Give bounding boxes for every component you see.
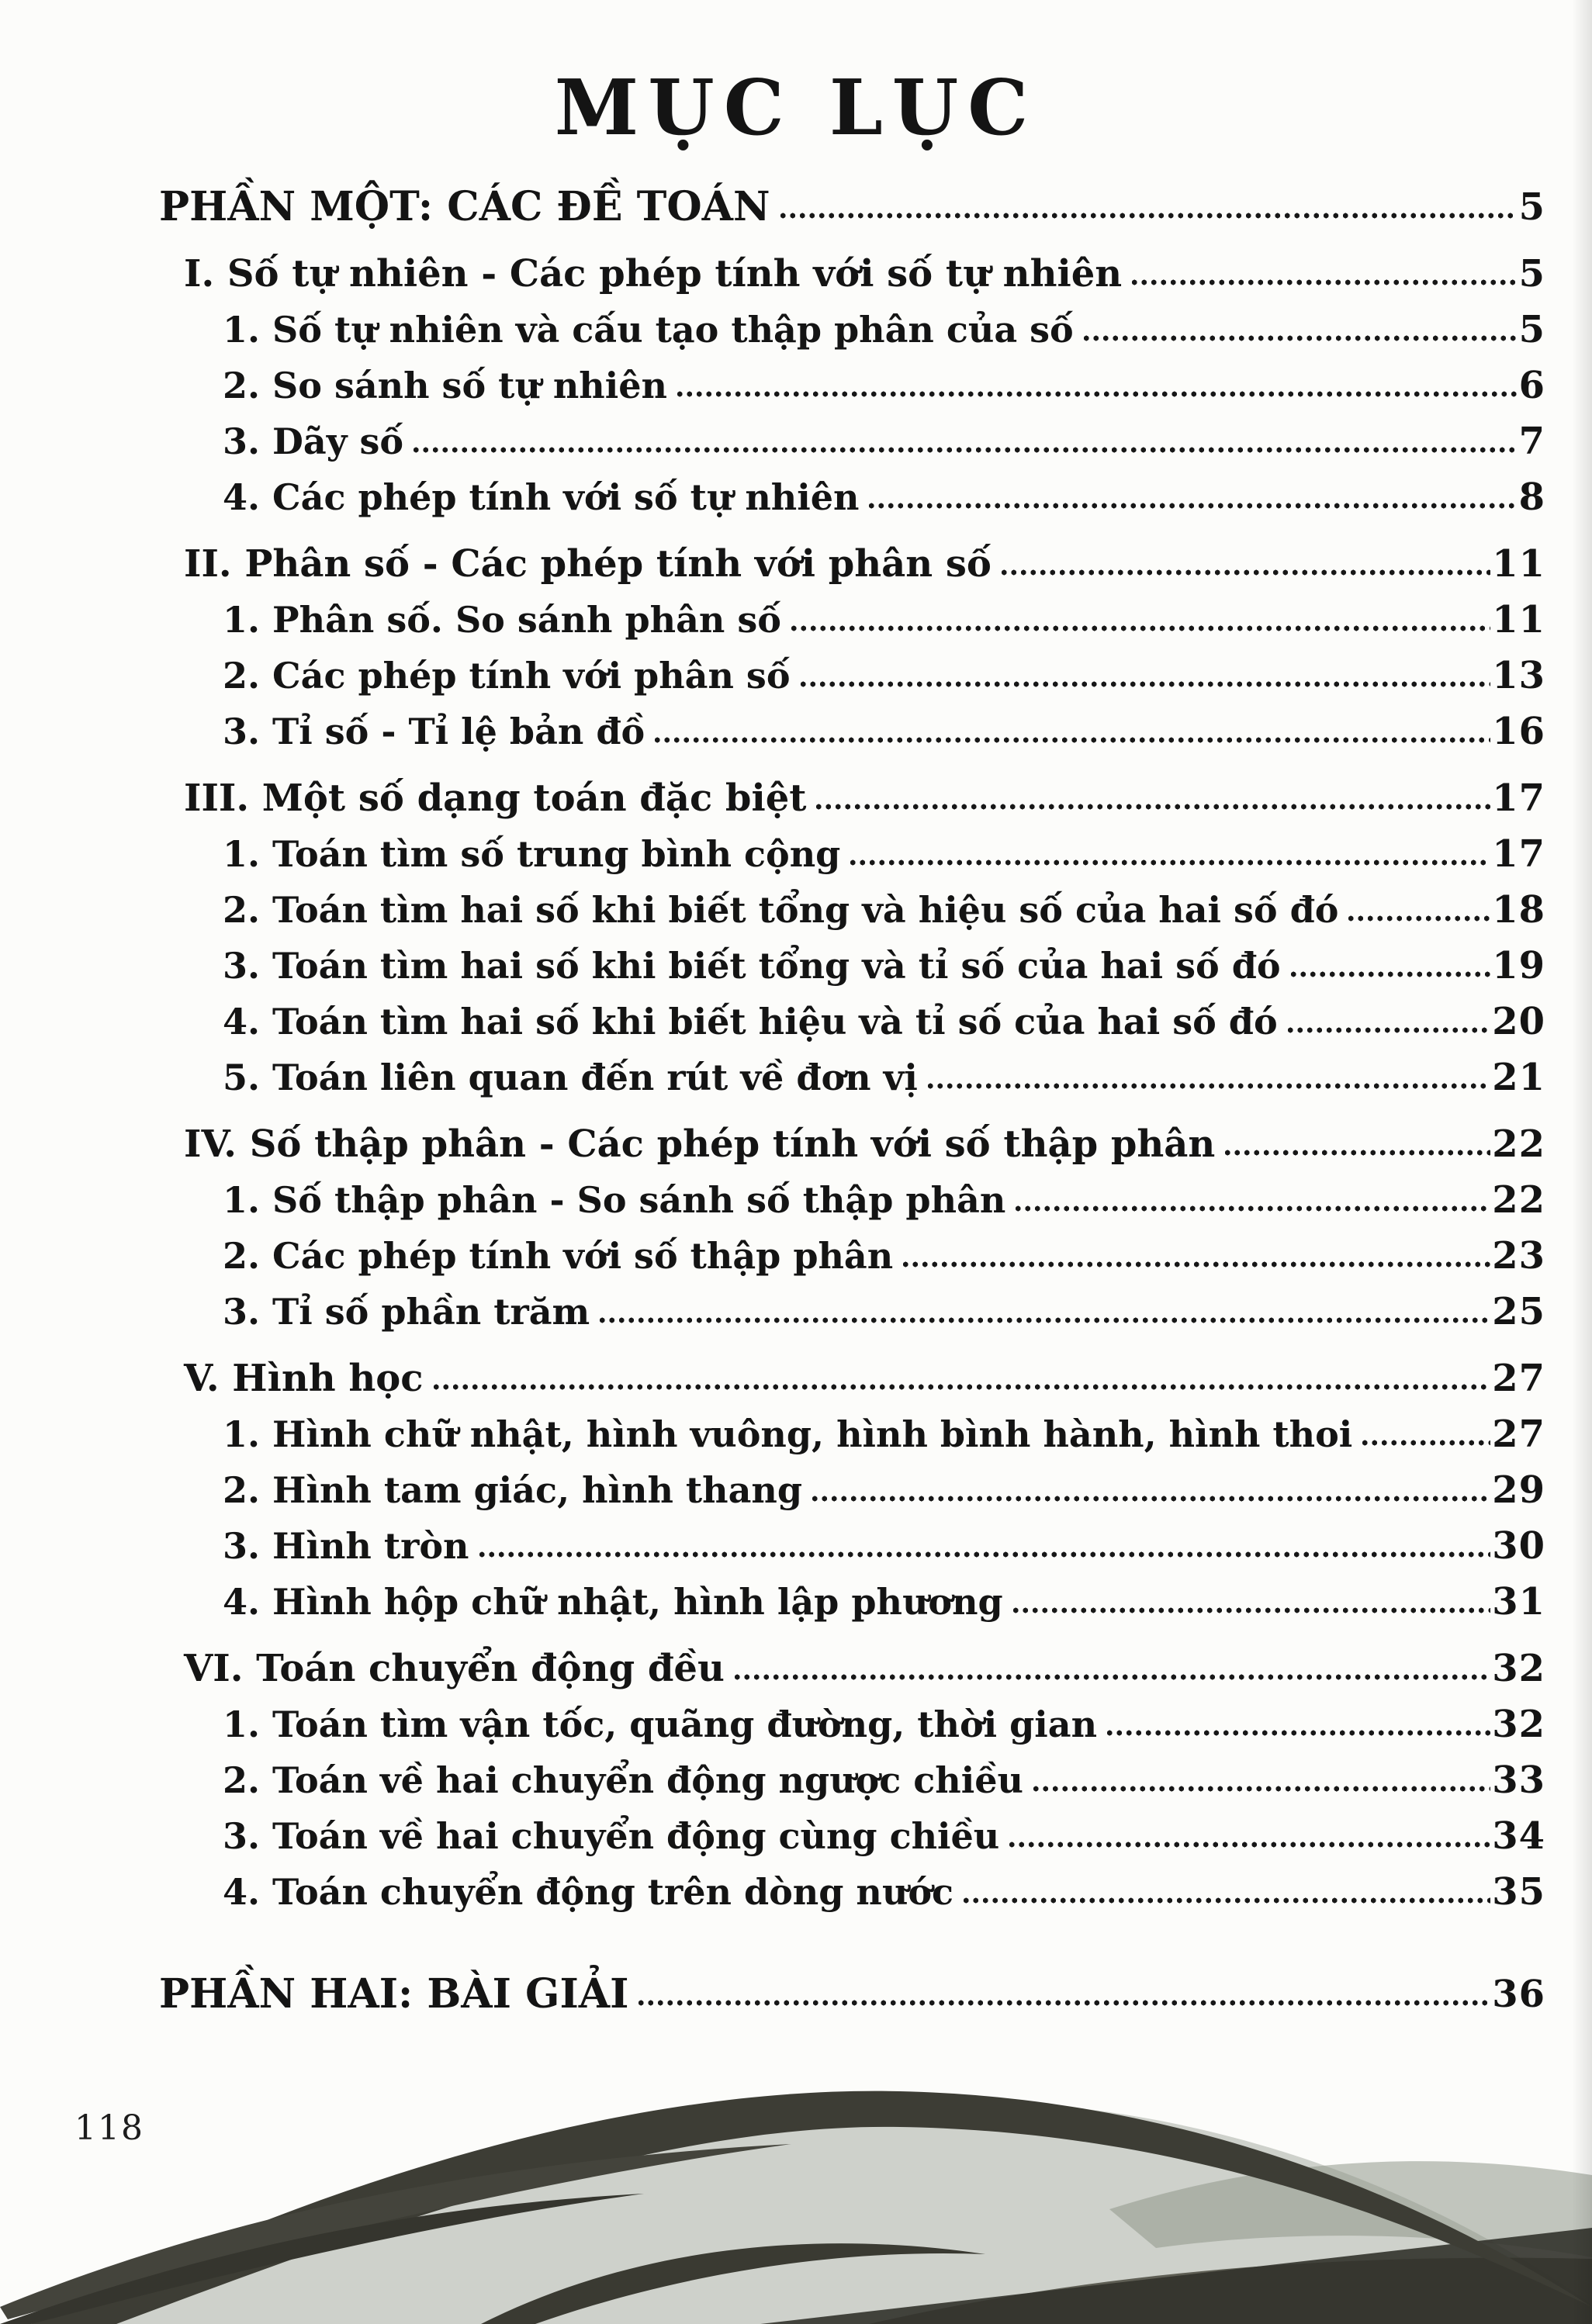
toc-entry-label: PHẦN HAI: BÀI GIẢI [159,1970,629,2018]
toc-entry-label: 2. Hình tam giác, hình thang [223,1468,803,1511]
leader-dots [431,1382,1491,1392]
toc-entry-label: 3. Dãy số [223,420,404,462]
toc-entry-page-number: 32 [1492,1702,1545,1746]
leader-dots [1082,334,1518,343]
leader-dots [1360,1438,1490,1447]
leader-dots [1289,970,1491,979]
toc-entry-label: 3. Toán về hai chuyển động cùng chiều [223,1814,1000,1857]
leader-dots [732,1672,1490,1682]
toc-entry-label: VI. Toán chuyển động đều [184,1646,725,1690]
toc-entry-page-number: 23 [1492,1233,1545,1278]
toc-entry-label: 2. Toán về hai chuyển động ngược chiều [223,1759,1023,1801]
toc-entry-label: 1. Toán tìm vận tốc, quãng đường, thời gian [223,1703,1098,1745]
toc-entry [223,476,1545,518]
toc-entry [223,945,1545,987]
toc-entry [223,655,1545,697]
toc-entry [223,1413,1545,1455]
toc-entry [223,833,1545,875]
footer-swoosh-graphic [0,1998,1592,2324]
toc-entry [223,889,1545,931]
toc-entry-page-number: 5 [1518,307,1545,351]
toc-entry-label: PHẦN MỘT: CÁC ĐỀ TOÁN [159,182,770,230]
toc-entry-label: 1. Hình chữ nhật, hình vuông, hình bình hành, hình thoi [223,1413,1353,1455]
leader-dots [1286,1025,1491,1035]
toc-entry-label: 3. Tỉ số phần trăm [223,1290,590,1333]
toc-entry-page-number: 27 [1492,1412,1545,1456]
toc-entry [184,1123,1545,1165]
toc-entry [184,777,1545,819]
toc-entry-label: 3. Toán tìm hai số khi biết tổng và tỉ số của hai số đó [223,944,1281,987]
toc-entry-page-number: 17 [1492,776,1545,820]
toc-entry-label: 2. Các phép tính với số thập phân [223,1234,894,1277]
toc-entry-page-number: 11 [1492,597,1545,642]
toc-entry-label: 2. So sánh số tự nhiên [223,364,667,406]
toc-entry [223,1469,1545,1511]
toc-entry [223,1815,1545,1857]
toc-entry [223,1525,1545,1567]
toc-entry-page-number: 7 [1518,419,1545,463]
toc-entry-label: III. Một số dạng toán đặc biệt [184,776,807,820]
leader-dots [1013,1204,1490,1213]
toc-entry [223,420,1545,462]
leader-dots [597,1316,1490,1325]
toc-entry [223,365,1545,406]
toc-entry [223,1057,1545,1098]
toc-entry-page-number: 22 [1492,1178,1545,1222]
toc-entry-label: 3. Tỉ số - Tỉ lệ bản đồ [223,710,645,752]
toc-entry [223,1871,1545,1913]
toc-entry [184,1648,1545,1689]
toc-entry-label: 4. Các phép tính với số tự nhiên [223,476,860,518]
toc-entry-page-number: 20 [1492,999,1545,1043]
toc-entry-label: 4. Hình hộp chữ nhật, hình lập phương [223,1580,1003,1623]
toc-entry-page-number: 34 [1492,1814,1545,1858]
toc-entry-page-number: 5 [1518,185,1545,229]
toc-entry [223,1179,1545,1221]
toc-entry [223,309,1545,351]
toc-entry-page-number: 33 [1492,1758,1545,1802]
folio-page-number: 118 [74,2108,144,2148]
leader-dots [652,735,1490,745]
toc-entry-page-number: 31 [1492,1579,1545,1624]
leader-dots [1007,1840,1490,1849]
toc-entry [184,253,1545,295]
toc-entry-label: 1. Số tự nhiên và cấu tạo thập phân của số [223,308,1074,351]
toc-entry-page-number: 11 [1492,541,1545,586]
toc-entry-label: 5. Toán liên quan đến rút về đơn vị [223,1056,918,1098]
toc-entry-label: 2. Các phép tính với phân số [223,654,791,697]
leader-dots [848,858,1490,867]
toc-entry-page-number: 21 [1492,1055,1545,1099]
leader-dots [901,1260,1490,1269]
toc-entry-label: 4. Toán chuyển động trên dòng nước [223,1870,954,1913]
leader-dots [778,211,1518,220]
toc-entry [223,1759,1545,1801]
leader-dots [1031,1784,1490,1793]
toc-entry-page-number: 30 [1492,1523,1545,1568]
leader-dots [675,389,1518,399]
leader-dots [477,1550,1491,1559]
leader-dots [789,624,1490,633]
leader-dots [810,1494,1490,1503]
leader-dots [999,568,1490,577]
toc-entry-page-number: 8 [1518,475,1545,519]
toc-entry-page-number: 19 [1492,943,1545,987]
toc-entry [223,1291,1545,1333]
toc-entry-page-number: 6 [1518,363,1545,407]
toc-entry-label: 1. Số thập phân - So sánh số thập phân [223,1178,1006,1221]
toc-entry [223,599,1545,641]
toc-entry-page-number: 25 [1492,1289,1545,1333]
toc-entry [184,1357,1545,1399]
toc-entry-page-number: 36 [1492,1972,1545,2016]
toc-entry [184,543,1545,585]
toc-entry-label: 2. Toán tìm hai số khi biết tổng và hiệu số của hai số đó [223,888,1339,931]
leader-dots [1011,1606,1491,1615]
table-of-contents [0,182,1592,2018]
toc-entry-label: I. Số tự nhiên - Các phép tính với số tự nhiên [184,251,1123,296]
toc-entry-label: 4. Toán tìm hai số khi biết hiệu và tỉ số của hai số đó [223,1000,1278,1043]
page-title: MỤC LỤC [554,64,1038,153]
toc-entry-page-number: 16 [1492,709,1545,753]
toc-entry [223,1581,1545,1623]
toc-entry [223,1001,1545,1043]
toc-entry-label: 1. Toán tìm số trung bình cộng [223,832,841,875]
leader-dots [961,1896,1490,1905]
leader-dots [798,680,1491,689]
toc-entry [223,1235,1545,1277]
leader-dots [1130,278,1517,287]
leader-dots [814,802,1490,811]
leader-dots [1105,1728,1490,1738]
toc-entry-page-number: 32 [1492,1646,1545,1690]
leader-dots [926,1081,1490,1091]
toc-entry-page-number: 35 [1492,1869,1545,1914]
toc-entry [223,711,1545,752]
toc-entry-label: 3. Hình tròn [223,1524,469,1567]
leader-dots [411,445,1518,455]
toc-entry-label: V. Hình học [184,1356,424,1400]
toc-entry-label: IV. Số thập phân - Các phép tính với số thập phân [184,1122,1216,1166]
toc-entry-label: II. Phân số - Các phép tính với phân số [184,541,992,586]
toc-entry-label: 1. Phân số. So sánh phân số [223,598,781,641]
leader-dots [1223,1148,1490,1157]
toc-entry-page-number: 13 [1492,653,1545,697]
toc-entry-page-number: 17 [1492,832,1545,876]
toc-entry [159,182,1545,230]
leader-dots [1346,914,1490,923]
toc-entry-page-number: 29 [1492,1468,1545,1512]
leader-dots [867,501,1517,510]
toc-entry-page-number: 5 [1518,251,1545,296]
toc-entry [223,1703,1545,1745]
toc-entry-page-number: 18 [1492,887,1545,932]
toc-entry-page-number: 22 [1492,1122,1545,1166]
toc-entry-page-number: 27 [1492,1356,1545,1400]
